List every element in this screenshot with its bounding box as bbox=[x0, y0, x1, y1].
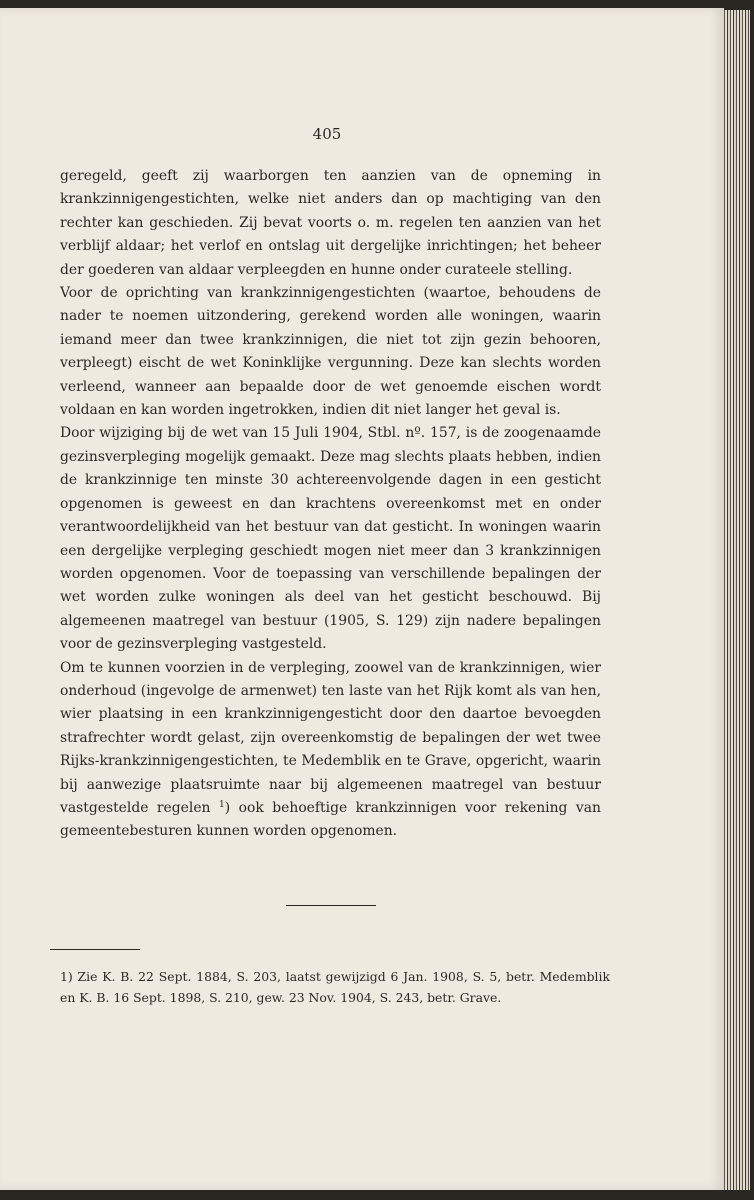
section-divider bbox=[286, 905, 376, 906]
paragraph-4-text-end: ) ook behoeftige krankzinnigen voor rekening van gemeentebesturen kunnen worden opgenomen. bbox=[60, 799, 601, 840]
paragraph-4 bbox=[60, 657, 601, 844]
page-number: 405 bbox=[312, 125, 342, 143]
book-page bbox=[0, 8, 724, 1190]
footnote-divider bbox=[50, 949, 140, 950]
page-edges bbox=[722, 10, 750, 1190]
body-text bbox=[60, 165, 601, 844]
paragraph-2: Voor de oprichting van krankzinnigengestichten (waartoe, behoudens de nader te noemen uitzondering, gerekend worden alle woningen, waarin iemand meer dan twee krankzinnigen, die niet tot zijn gezin behooren, verpleegt) eischt de wet Koninklijke vergunning. Deze kan slechts worden verleend, wanneer aan bepaalde door de wet genoemde eischen wordt voldaan en kan worden ingetrokken, indien dit niet langer het geval is. bbox=[60, 285, 601, 419]
paragraph-4-text: Om te kunnen voorzien in de verpleging, zoowel van de krankzinnigen, wier onderhoud (ingevolge de armenwet) ten laste van het Rijk komt als van hen, wier plaatsing in een krankzinnigengesticht door den daartoe bevoegden strafrechter wordt gelast, zijn overeenkomstig de bepalingen der wet twee Rijks-krankzinnigengestichten, te Medemblik en te Grave, opgericht, waarin bij aanwezige plaatsruimte naar bij algemeenen maatregel van bestuur vastgestelde regelen bbox=[60, 659, 601, 816]
footnote-text: 1) Zie K. B. 22 Sept. 1884, S. 203, laatst gewijzigd 6 Jan. 1908, S. 5, betr. Medemblik en K. B. 16 Sept. 1898, S. 210, gew. 23 Nov. 1904, S. 243, betr. Grave. bbox=[60, 969, 610, 1005]
footnote bbox=[60, 966, 610, 1008]
paragraph-3: Door wijziging bij de wet van 15 Juli 1904, Stbl. nº. 157, is de zoogenaamde gezinsverpleging mogelijk gemaakt. Deze mag slechts plaats hebben, indien de krankzinnige ten minste 30 achtereenvolgende dagen in een gesticht opgenomen is geweest en dan krachtens overeenkomst met en onder verantwoordelijkheid van het bestuur van dat gesticht. In woningen waarin een dergelijke verpleging geschiedt mogen niet meer dan 3 krankzinnigen worden opgenomen. Voor de toepassing van verschillende bepalingen der wet worden zulke woningen als deel van het gesticht beschouwd. Bij algemeenen maatregel van bestuur (1905, S. 129) zijn nadere bepalingen voor de gezinsverpleging vastgesteld. bbox=[60, 425, 601, 653]
footnote-marker: 1 bbox=[219, 799, 225, 810]
paragraph-1: geregeld, geeft zij waarborgen ten aanzien van de opneming in krankzinnigengestichten, welke niet anders dan op machtiging van den rechter kan geschieden. Zij bevat voorts o. m. regelen ten aanzien van het verblijf aldaar; het verlof en ontslag uit dergelijke inrichtingen; het beheer der goederen van aldaar verpleegden en hunne onder curateele stelling. bbox=[60, 168, 601, 278]
